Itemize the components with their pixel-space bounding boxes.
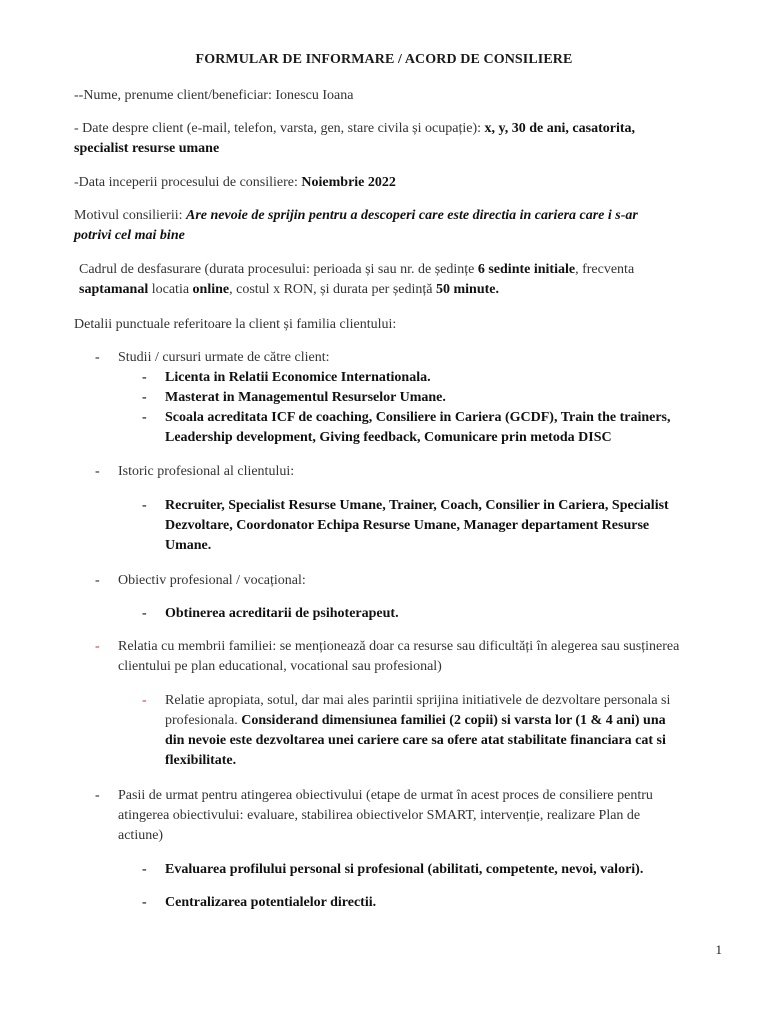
bullet-dash: -: [142, 862, 147, 877]
study-item-3-line-1: Scoala acreditata ICF de coaching, Consiliere in Cariera (GCDF), Train the trainers,: [165, 410, 671, 425]
framework-location: online: [192, 282, 230, 297]
reason-label: Motivul consilierii:: [74, 208, 186, 223]
start-date-line: [74, 173, 714, 193]
family-detail-bold: Considerand dimensiunea familiei (2 copii) si varsta lor (1 & 4 ani) una: [241, 713, 666, 728]
bullet-dash: -: [142, 498, 147, 513]
client-name-value: Ionescu Ioana: [275, 88, 354, 103]
reason-value-2: potrivi cel mai bine: [74, 228, 185, 243]
document-title: FORMULAR DE INFORMARE / ACORD DE CONSILIERE: [195, 52, 573, 67]
steps-line-3: actiune): [118, 828, 164, 843]
framework-sessions: 6 sedinte initiale: [477, 262, 576, 277]
bullet-dash: -: [95, 573, 100, 588]
study-item-3-line-2: Leadership development, Giving feedback, Comunicare prin metoda DISC: [165, 430, 612, 445]
page-number: 1: [715, 942, 722, 957]
family-relation-line-1: Relatia cu membrii familiei: se menționează doar ca resurse sau dificultăți în alegerea sau susținerea: [118, 639, 680, 654]
reason-value-1: Are nevoie de sprijin pentru a descoperi care este directia in cariera care i s-ar: [186, 208, 638, 223]
family-relation-line-2: clientului pe plan educational, vocational sau profesional): [118, 659, 442, 674]
client-details-label: - Date despre client (e-mail, telefon, varsta, gen, stare civila și ocupație):: [74, 121, 485, 136]
career-history-line-3: Umane.: [165, 538, 212, 553]
details-heading: Detalii punctuale referitoare la client și familia clientului:: [74, 317, 397, 332]
client-name-label: --Nume, prenume client/beneficiar:: [74, 88, 276, 103]
career-history-label: Istoric profesional al clientului:: [118, 464, 295, 479]
client-name-line: [74, 86, 714, 106]
family-detail-line-2: [165, 711, 666, 731]
family-detail-line-3: din nevoie este dezvoltarea unei cariere care sa ofere atat stabilitate financiara cat si: [165, 733, 666, 748]
framework-text-1: Cadrul de desfasurare (durata procesului: perioada și sau nr. de ședințe: [79, 262, 478, 277]
bullet-dash: -: [142, 410, 147, 425]
career-history-line-2: Dezvoltare, Coordonator Echipa Resurse Umane, Manager departament Resurse: [165, 518, 650, 533]
bullet-dash: -: [142, 606, 147, 621]
objective-item: Obtinerea acreditarii de psihoterapeut.: [165, 606, 399, 621]
framework-paragraph: [79, 260, 719, 300]
start-date-label: -Data inceperii procesului de consiliere:: [74, 175, 302, 190]
framework-duration: 50 minute.: [435, 282, 499, 297]
framework-frequency: saptamanal: [79, 282, 149, 297]
steps-line-1: Pasii de urmat pentru atingerea obiectivului (etape de urmat în acest proces de consiliere pentru: [118, 788, 653, 803]
step-item-2: Centralizarea potentialelor directii.: [165, 895, 377, 910]
framework-text-3: locatia: [148, 282, 193, 297]
bullet-dash: -: [95, 464, 100, 479]
bullet-dash: -: [142, 370, 147, 385]
step-item-1: Evaluarea profilului personal si profesional (abilitati, competente, nevoi, valori).: [165, 862, 644, 877]
family-detail-line-4: flexibilitate.: [165, 753, 237, 768]
family-detail-text: profesionala.: [165, 713, 242, 728]
objective-label: Obiectiv profesional / vocațional:: [118, 573, 306, 588]
studies-label: Studii / cursuri urmate de către client:: [118, 350, 330, 365]
steps-line-2: atingerea obiectivului: evaluare, stabilirea obiectivelor SMART, intervenție, realizare Plan de: [118, 808, 641, 823]
client-details-line: [74, 119, 714, 159]
family-detail-line-1: Relatie apropiata, sotul, dar mai ales parintii sprijina initiativele de dezvoltare personala si: [165, 693, 671, 708]
career-history-line-1: Recruiter, Specialist Resurse Umane, Trainer, Coach, Consilier in Cariera, Specialist: [165, 498, 669, 513]
bullet-dash: -: [95, 788, 100, 803]
bullet-dash: -: [142, 895, 147, 910]
counseling-reason: [74, 206, 714, 246]
client-details-value-2: specialist resurse umane: [74, 141, 220, 156]
bullet-dash: -: [95, 639, 100, 654]
bullet-dash: -: [142, 693, 147, 708]
start-date-value: Noiembrie 2022: [301, 175, 396, 190]
bullet-dash: -: [142, 390, 147, 405]
framework-text-2: , frecventa: [575, 262, 635, 277]
study-item-1: Licenta in Relatii Economice Internationala.: [165, 370, 431, 385]
bullet-dash: -: [95, 350, 100, 365]
client-details-value-1: x, y, 30 de ani, casatorita,: [484, 121, 635, 136]
study-item-2: Masterat in Managementul Resurselor Umane.: [165, 390, 446, 405]
framework-text-4: , costul x RON, și durata per ședință: [229, 282, 436, 297]
